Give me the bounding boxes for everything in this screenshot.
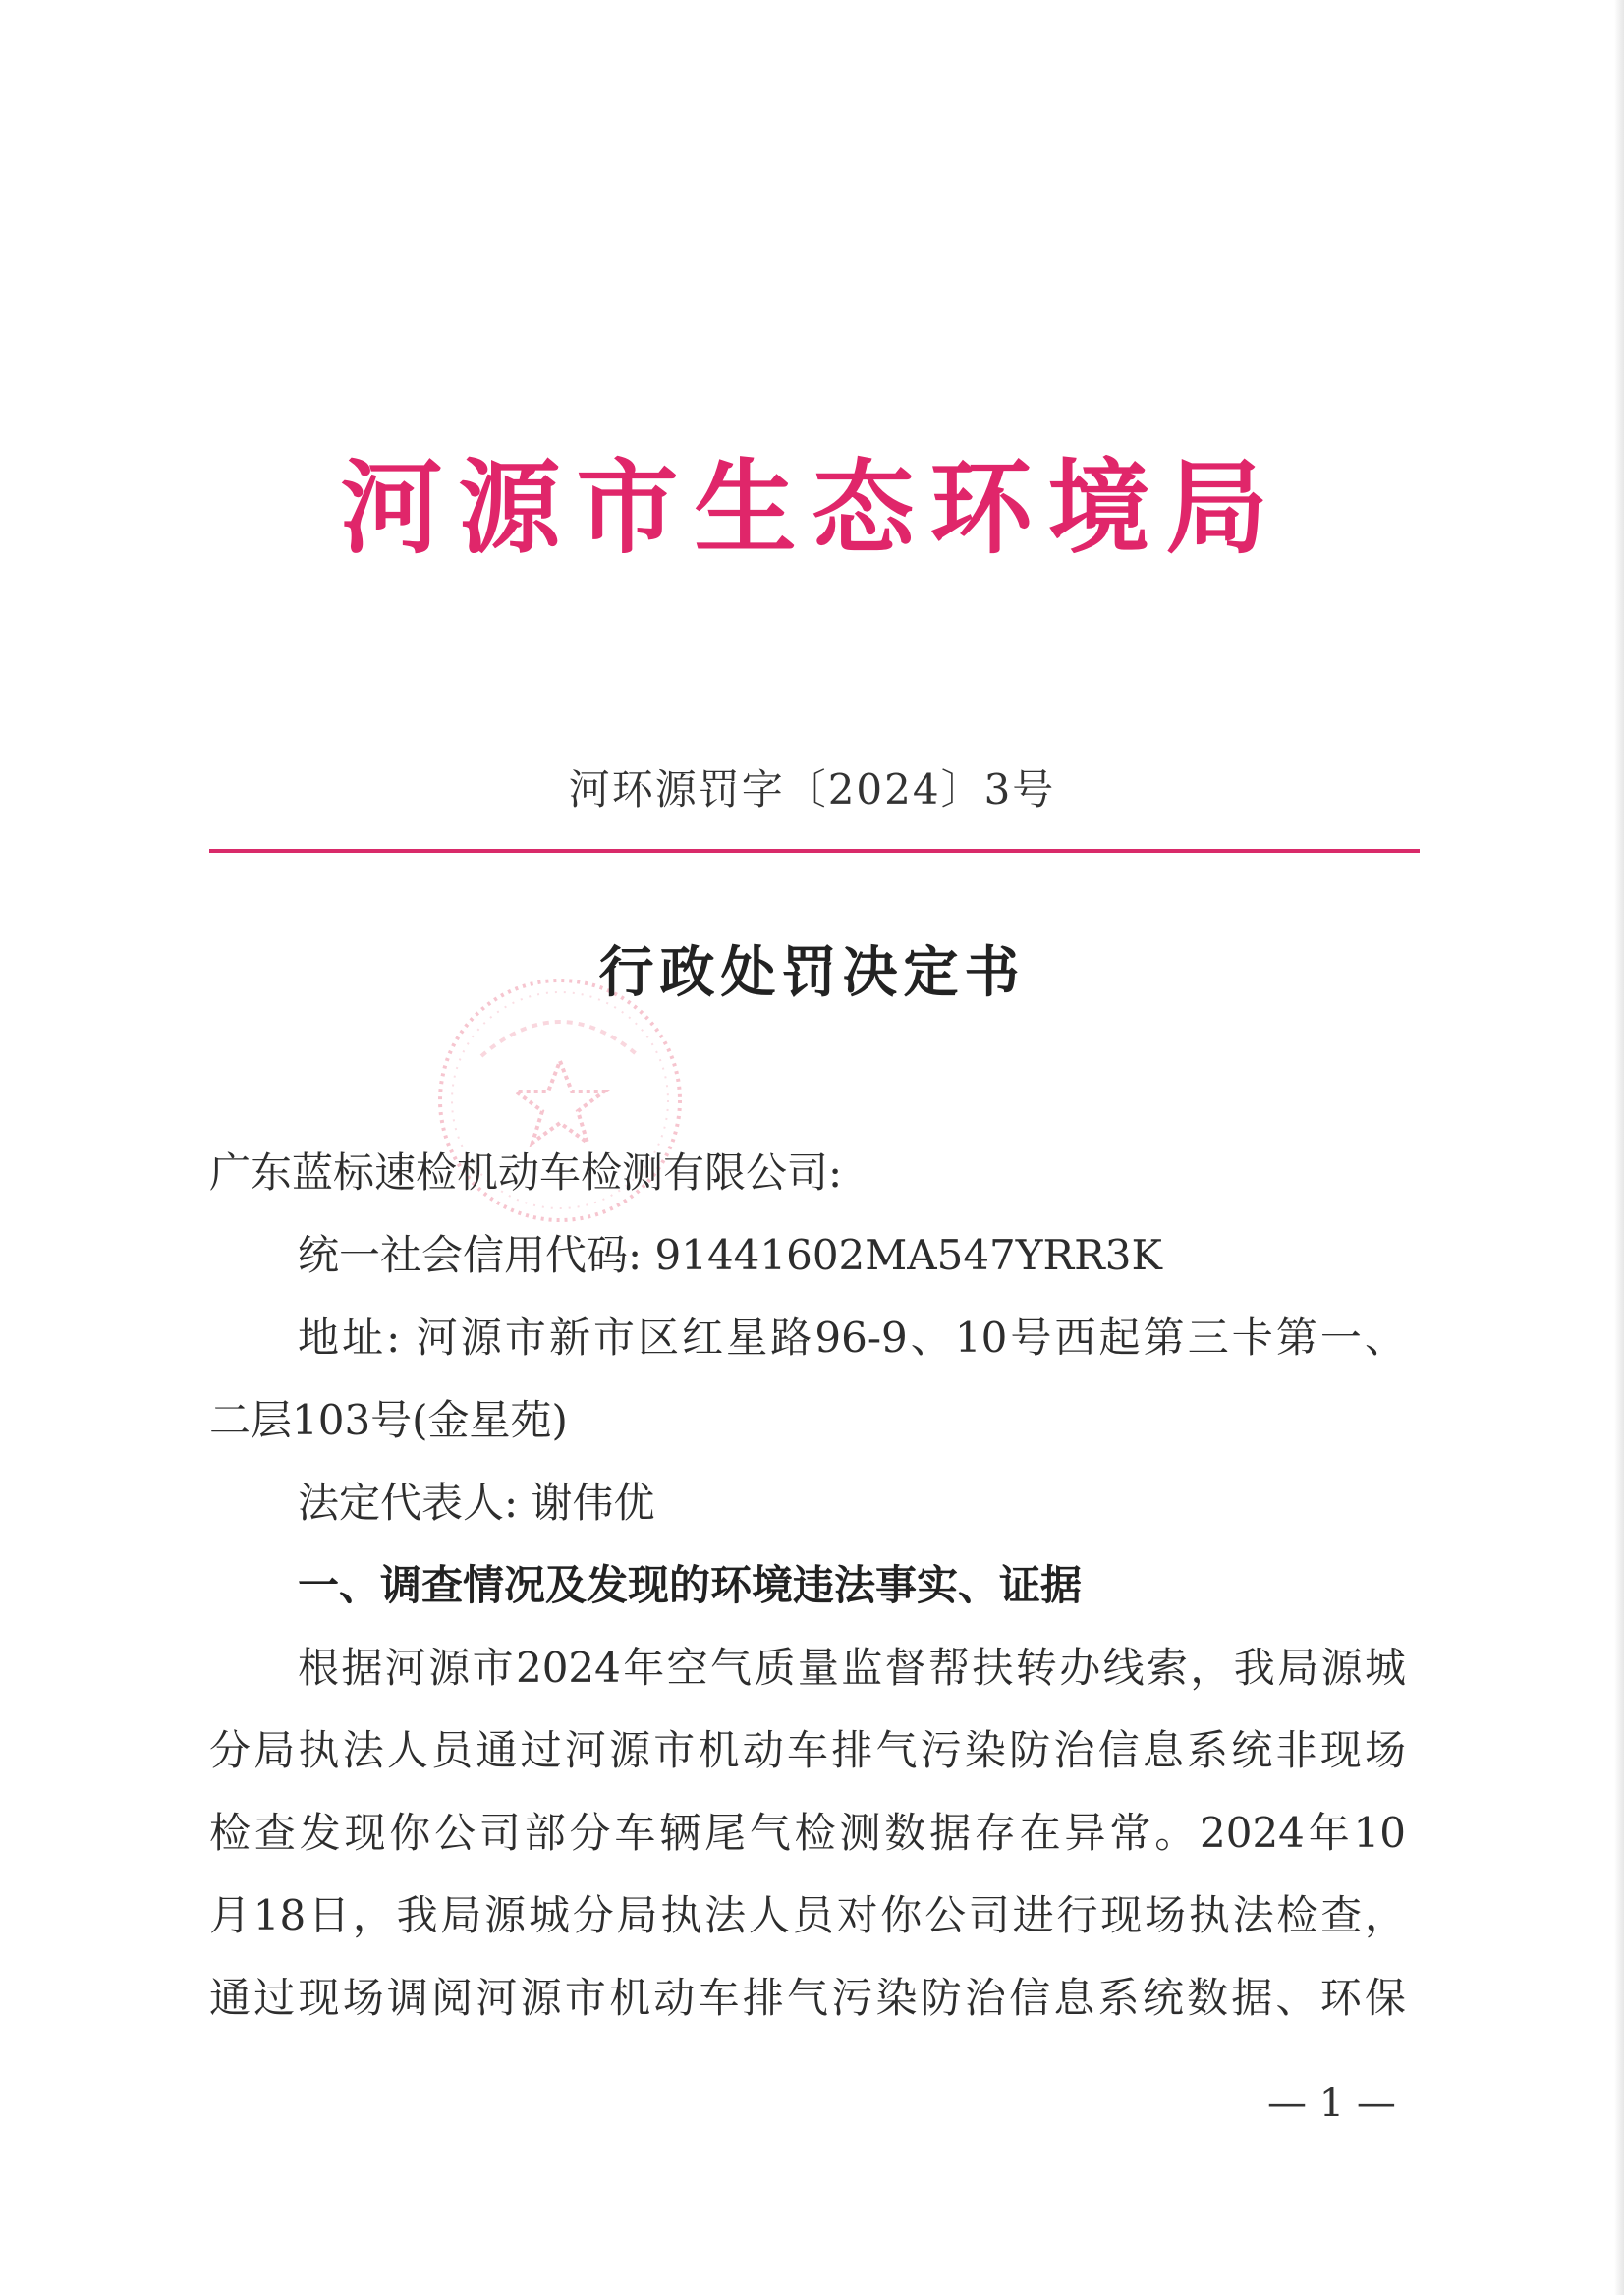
credit-code: 统一社会信用代码: 91441602MA547YRR3K <box>298 1231 1162 1279</box>
body-line-4: 月18日，我局源城分局执法人员对你公司进行现场执法检查， <box>209 1891 1406 1939</box>
red-divider-rule <box>209 849 1420 853</box>
recipient-name: 广东蓝标速检机动车检测有限公司: <box>209 1148 843 1197</box>
body-line-1: 根据河源市2024年空气质量监督帮扶转办线索，我局源城 <box>298 1644 1406 1692</box>
body-line-3: 检查发现你公司部分车辆尾气检测数据存在异常。2024年10 <box>209 1809 1406 1857</box>
address-line-1: 地址: 河源市新市区红星路96-9、10号西起第三卡第一、 <box>298 1314 1406 1362</box>
body-line-2: 分局执法人员通过河源市机动车排气污染防治信息系统非现场 <box>209 1726 1406 1774</box>
document-number: 河环源罚字〔2024〕3号 <box>568 765 1056 813</box>
section-heading: 一、调查情况及发现的环境违法事实、证据 <box>298 1561 1083 1609</box>
page-number: — 1 — <box>1267 2081 1396 2126</box>
address-line-2: 二层103号(金星苑) <box>209 1396 568 1444</box>
legal-representative: 法定代表人: 谢伟优 <box>298 1479 655 1527</box>
agency-header-title: 河源市生态环境局 <box>340 447 1284 568</box>
document-title: 行政处罚决定书 <box>598 940 1026 1005</box>
page-edge-shadow <box>1614 0 1624 2295</box>
body-line-5: 通过现场调阅河源市机动车排气污染防治信息系统数据、环保 <box>209 1974 1406 2022</box>
